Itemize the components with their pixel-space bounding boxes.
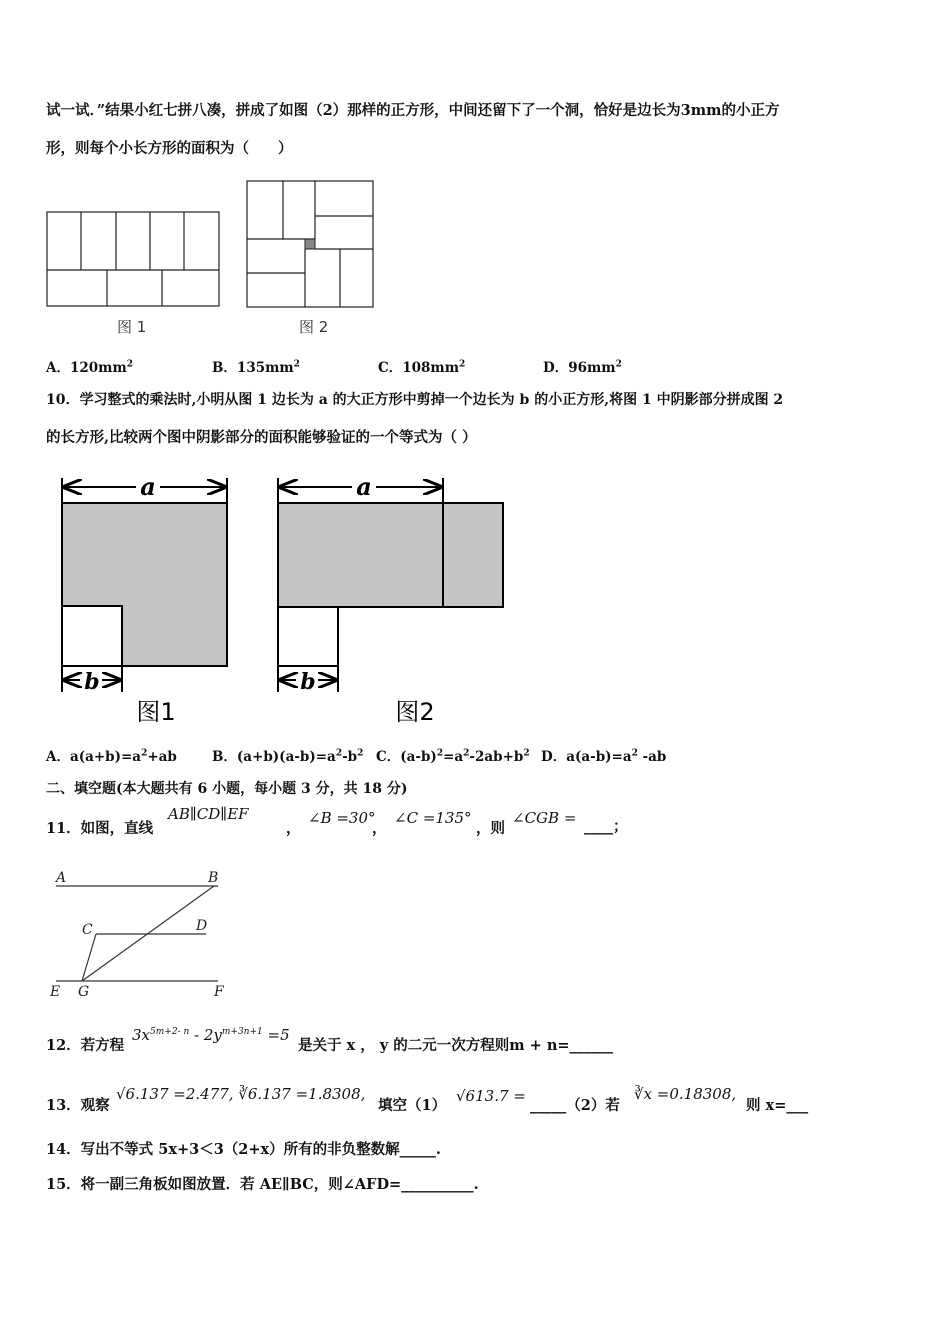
q10-option-b[interactable]: B．$(a+b)(a-b)=a^2-b^2$: [212, 748, 364, 765]
q10-line1: 10．学习整式的乘法时,小明从图 1 边长为 a 的大正方形中剪掉一个边长为 b 的小正方形,将图 1 中阴影部分拼成图 2: [46, 392, 784, 408]
q11-figure: [46, 866, 246, 1006]
q9-figure-2: [244, 177, 379, 343]
q9-line1: 试一试．”结果小红七拼八凑，拼成了如图（2）那样的正方形，中间还留下了一个洞，恰好是边长为3mm的小正方: [46, 102, 780, 119]
q9-fig2-caption: 图 2: [299, 318, 329, 336]
q11-expr-angle-cgb: ∠CGB =: [512, 809, 577, 827]
q12-equation: $3x^{5m+2- n} - 2y^{m+3n+1} =5$: [132, 1026, 290, 1044]
q10-figure-2: [265, 470, 515, 730]
q10-figure-1: [50, 470, 250, 730]
q13-blank1[interactable]: _____（2）若: [530, 1097, 620, 1114]
q10-option-a[interactable]: A．$a(a+b)=a^2+ab$: [46, 748, 177, 765]
q9-option-c[interactable]: C．$108mm^2$: [378, 359, 466, 376]
q9-line2: 形，则每个小长方形的面积为（ ）: [46, 140, 293, 157]
point-label-d: D: [196, 918, 208, 934]
point-label-f: F: [214, 984, 224, 1000]
small-square-b-2: [278, 607, 338, 666]
q13-tail[interactable]: 则 x=___: [746, 1097, 809, 1114]
q11-expr-parallel: AB∥CD∥EF: [168, 805, 249, 823]
q9-option-d[interactable]: D．$96mm^2$: [543, 359, 622, 376]
q11-answer-blank[interactable]: ____；: [584, 818, 628, 835]
fig1-outer-rect: [47, 212, 219, 306]
q12-tail: 是关于 x ， y 的二元一次方程则m + n=______: [298, 1037, 614, 1054]
q10-option-d[interactable]: D．$a(a-b)=a^2$ -ab: [541, 748, 667, 765]
q14-line: 14．写出不等式 5x+3＜3（2+x）所有的非负整数解_____.: [46, 1141, 441, 1158]
q10-fig1-caption: 图1: [136, 698, 176, 726]
document-page: 试一试．”结果小红七拼八凑，拼成了如图（2）那样的正方形，中间还留下了一个洞，恰好是边长为3mm的小正方 形，则每个小长方形的面积为（ ） 图 1 图 2 A．$120mm^2$ B．$135mm^2$ C．$108mm^2$ D．$96mm^2$ 10．学习整式的乘法时,小明从图 1 边长为 a 的大正方形中剪掉一个边长为 b 的小正方形,将图 1 中阴影部分拼成图 2 的长方形,比较两个图中阴影部分的面积能够验证的一个等式为（ ） a b 图1 a b 图2 A．$a(a+b)=a^2+ab$ B．$(a+b)(a-b)=a^2-b^2$ C．$(a-b)^2=a^2-2ab+b^2$ D．$a(a-b)=a^2$ -ab 二、填空题(本大题共有 6 小题，每小题 3 分，共 18 分) 11．如图，直线 AB∥CD∥EF ， ∠B =30° ， ∠C =135° ，则 ∠CGB = ____； A B C D E G F 12．若方程 $3x^{5m+2- n} - 2y^{m+3n+1} =5$ 是关于 x ， y 的二元一次方程则m + n=______ 13．观察 √6.137 =2.477, ∛6.137 =1.8308, 填空（1） √613.7 = _____（2）若 ∛x =0.18308, 则 x=___ 14．写出不等式 5x+3＜3（2+x）所有的非负整数解_____. 15．将一副三角板如图放置．若 AE∥BC，则∠AFD=__________.: [46, 102, 809, 1193]
section2-heading: 二、填空题(本大题共有 6 小题，每小题 3 分，共 18 分): [46, 781, 408, 797]
point-label-e: E: [50, 984, 61, 1000]
label-a: a: [140, 472, 156, 501]
q13-expr3: ∛x =0.18308,: [634, 1085, 737, 1103]
q11-expr-angle-b: ∠B =30°: [308, 809, 376, 827]
small-square-b: [62, 606, 122, 666]
point-label-c: C: [82, 922, 93, 938]
segment-gc: [82, 934, 96, 981]
point-label-b: B: [208, 870, 219, 886]
q10-line2: 的长方形,比较两个图中阴影部分的面积能够验证的一个等式为（ ）: [46, 429, 477, 446]
label-a-2: a: [356, 472, 372, 501]
q13-expr2: √613.7 =: [456, 1087, 526, 1105]
shaded-rect-left: [278, 503, 443, 607]
q10-fig2-caption: 图2: [395, 698, 435, 726]
q9-figure-1: [44, 208, 224, 343]
shaded-rect-right: [443, 503, 503, 607]
point-label-a: A: [56, 870, 67, 886]
fig2-hole-square: [305, 239, 315, 249]
label-b: b: [84, 669, 100, 695]
q10-option-c[interactable]: C．$(a-b)^2=a^2-2ab+b^2$: [376, 748, 530, 765]
q9-fig1-caption: 图 1: [117, 318, 147, 336]
q13-expr1: √6.137 =2.477, ∛6.137 =1.8308,: [116, 1085, 366, 1103]
q15-line: 15．将一副三角板如图放置．若 AE∥BC，则∠AFD=__________.: [46, 1176, 479, 1193]
q9-option-b[interactable]: B．$135mm^2$: [212, 359, 300, 376]
q11-expr-angle-c: ∠C =135°: [394, 809, 472, 827]
q9-option-a[interactable]: A．$120mm^2$: [46, 359, 133, 376]
label-b-2: b: [300, 669, 316, 695]
point-label-g: G: [78, 984, 90, 1000]
